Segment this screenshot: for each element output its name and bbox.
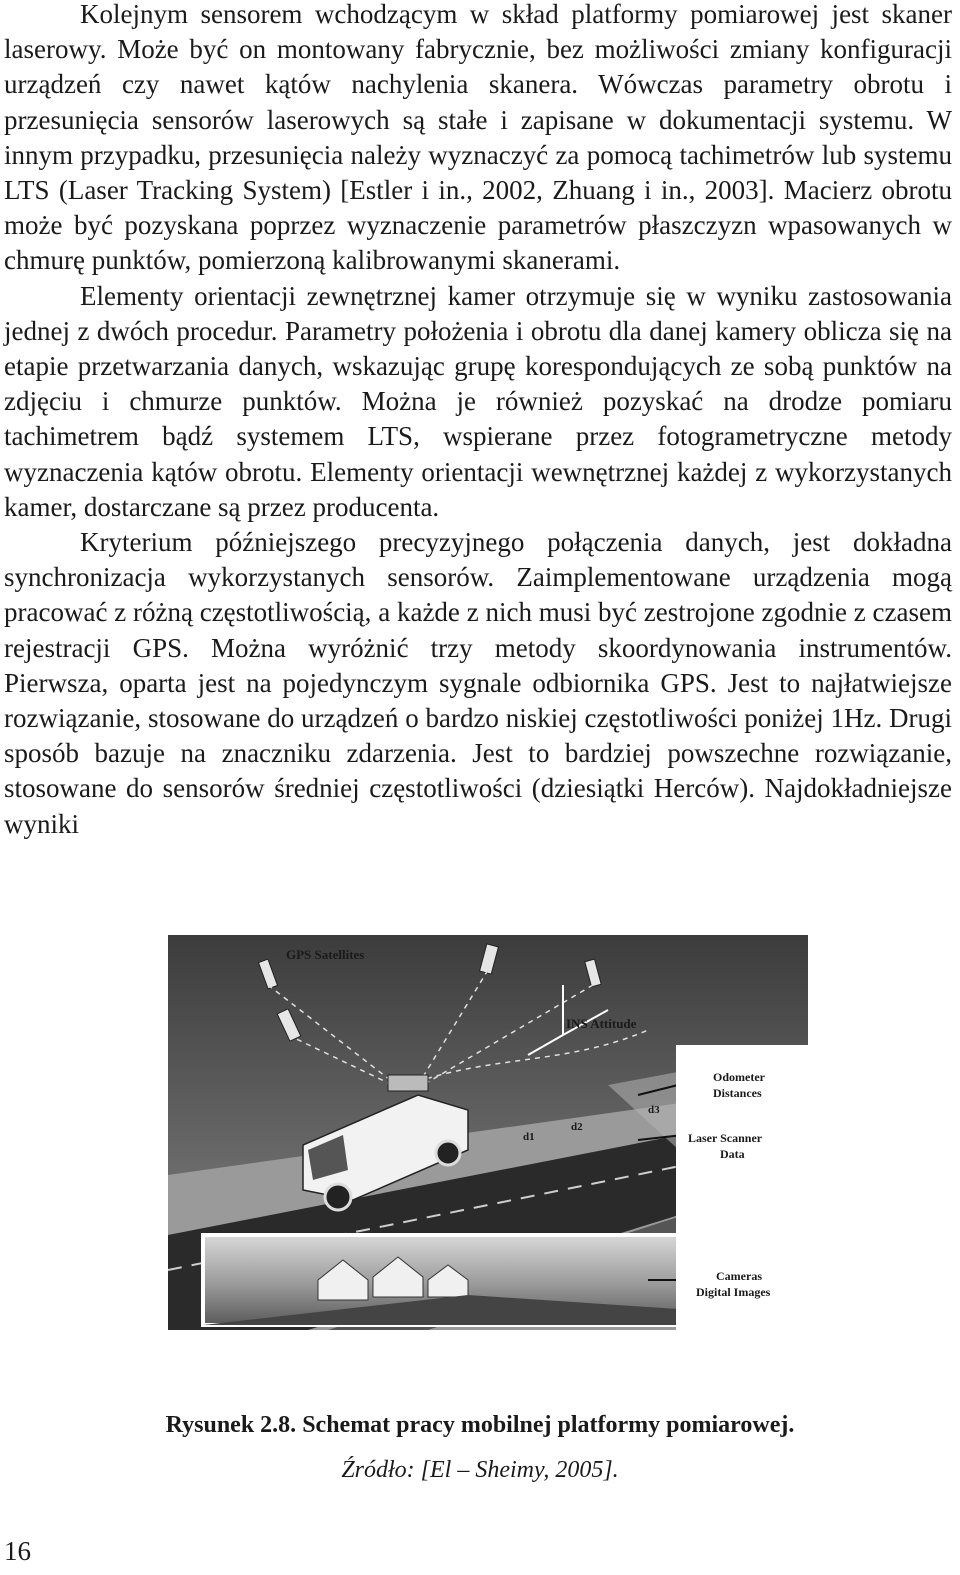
cameras-label-2: Digital Images: [696, 1285, 771, 1299]
caption-label: Rysunek 2.8.: [165, 1412, 297, 1438]
paragraph-synchronization: Kryterium późniejszego precyzyjnego połączenia danych, jest dokładna synchronizacja wykorzystanych sensorów. Zaimplementowane urządzenia mogą pracować z różną częstotliwością, a każde z nich musi być zestrojone zgodnie z czasem rejestracji GPS. Można wyróżnić trzy metody skoordynowania instrumentów. Pierwsza, oparta jest na pojedynczym sygnale odbiornika GPS. Jest to najłatwiejsze rozwiązanie, stosowane do urządzeń o bardzo niskiej częstotliwości poniżej 1Hz. Drugi sposób bazuje na znaczniku zdarzenia. Jest to bardziej powszechne rozwiązanie, stosowane do sensorów średniej częstotliwości (dziesiątki Herców). Najdokładniejsze wyniki: [4, 527, 952, 839]
figure-caption: [0, 1410, 960, 1440]
laser-label-2: Data: [720, 1147, 745, 1161]
laser-label-1: Laser Scanner: [688, 1131, 763, 1145]
figure-source: Źródło: [El – Sheimy, 2005].: [341, 1457, 619, 1483]
ins-label: INS Attitude: [566, 1016, 637, 1031]
paragraph-laser-scanner: Kolejnym sensorem wchodzącym w skład platformy pomiarowej jest skaner laserowy. Może być on montowany fabrycznie, bez możliwości zmiany konfiguracji urządzeń czy nawet kątów nachylenia skanera. Wówczas parametry obrotu i przesunięcia sensorów laserowych są stałe i zapisane w dokumentacji systemu. W innym przypadku, przesunięcia należy wyznaczyć za pomocą tachimetrów lub systemu LTS (Laser Tracking System) [Estler i in., 2002, Zhuang i in., 2003]. Macierz obrotu może być pozyskana poprzez wyznaczenie parametrów płaszczyzn wpasowanych w chmurę punktów, pomierzoną kalibrowanymi skanerami.: [4, 0, 952, 276]
paragraph-exterior-orientation: Elementy orientacji zewnętrznej kamer otrzymuje się w wyniku zastosowania jednej z dwóch procedur. Parametry położenia i obrotu dla danej kamery oblicza się na etapie przetwarzania danych, wskazując grupę korespondujących ze sobą punktów na zdjęciu i chmurze punktów. Można je również pozyskać na drodze pomiaru tachimetrem bądź systemem LTS, wspierane przez fotogrametryczne metody wyznaczenia kątów obrotu. Elementy orientacji wewnętrznej każdej z wykorzystanych kamer, dostarczane są przez producenta.: [4, 280, 952, 522]
d1-label: d1: [523, 1131, 535, 1143]
page-number: 16: [4, 1536, 31, 1566]
gps-label: GPS Satellites: [286, 947, 365, 962]
odometer-label-1: Odometer: [713, 1070, 765, 1084]
caption-text: Schemat pracy mobilnej platformy pomiarowej.: [296, 1412, 795, 1438]
body-text: [4, 0, 952, 842]
cameras-label-1: Cameras: [716, 1269, 762, 1283]
d3-label: d3: [648, 1104, 660, 1116]
figure-mobile-platform: [168, 935, 808, 1330]
d2-label: d2: [571, 1121, 583, 1133]
figure-illustration: [168, 935, 808, 1330]
odometer-label-2: Distances: [713, 1086, 762, 1100]
